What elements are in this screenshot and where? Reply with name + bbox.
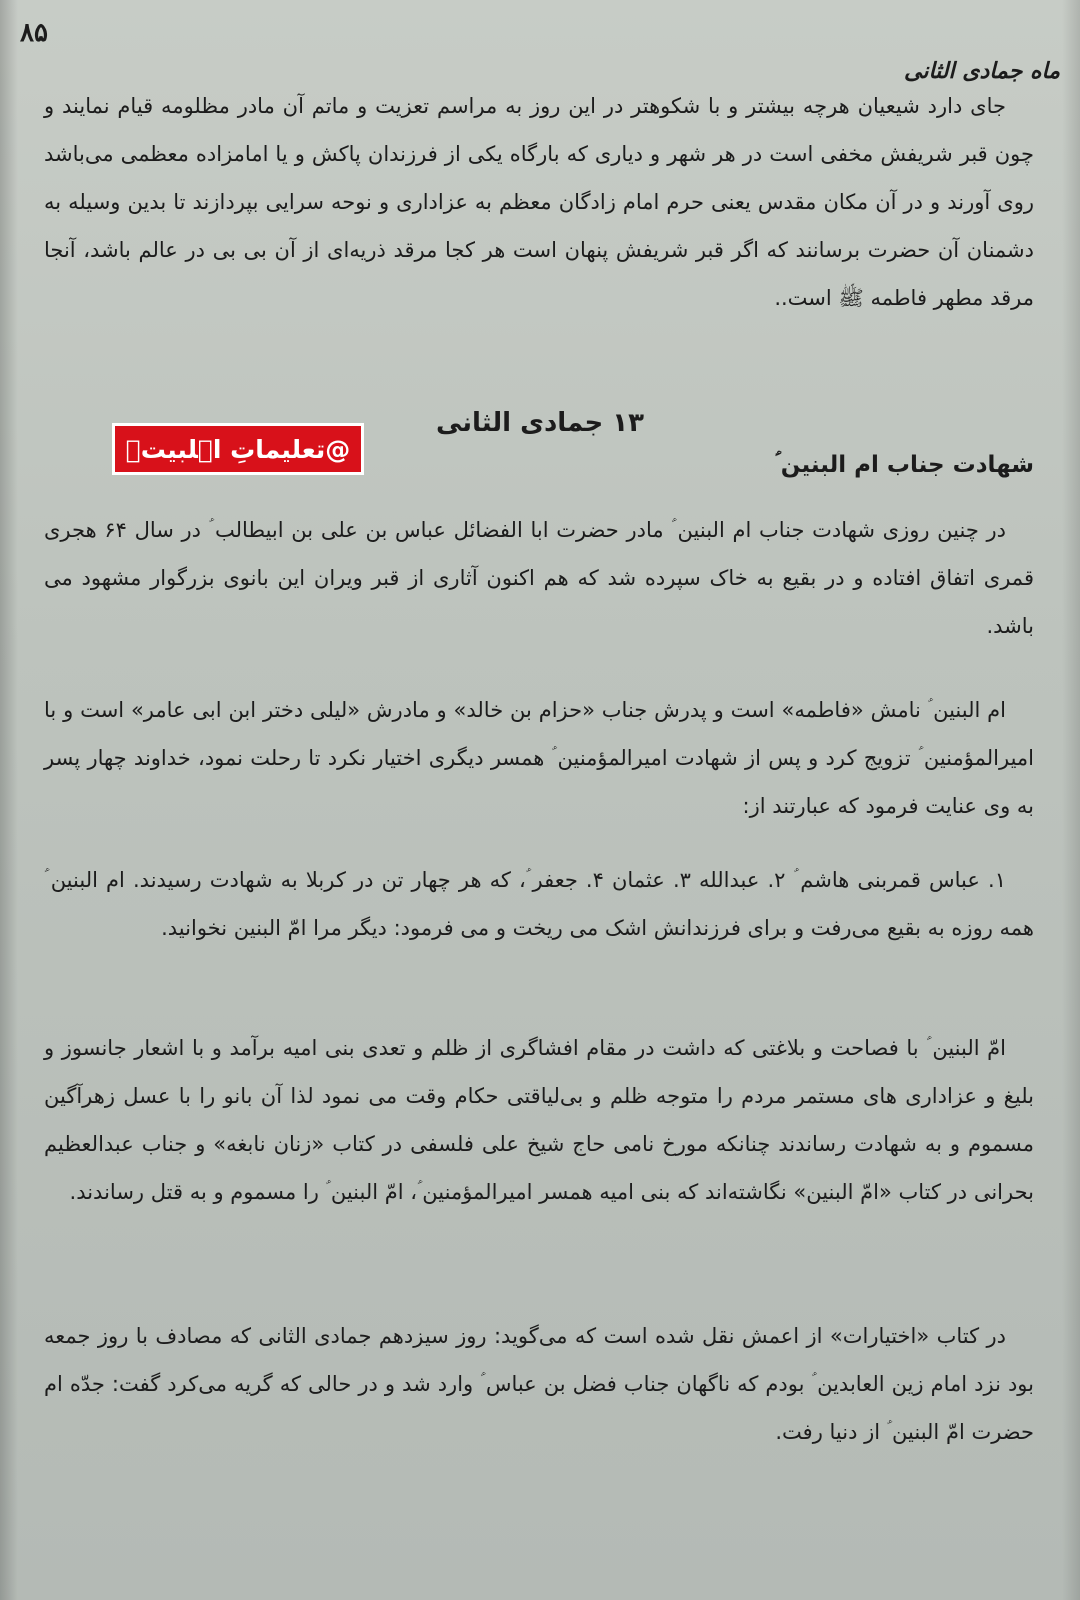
page-edge-shadow-right [1062, 0, 1080, 1600]
intro-paragraph [44, 82, 1034, 322]
page-number: ۸۵ [20, 18, 48, 48]
paragraph-text: ۱. عباس قمربنی هاشم ؑ ۲. عبدالله ۳. عثمان ۴. جعفر ؑ، که هر چهار تن در کربلا به شهادت رسیدند. ام البنین ؑ همه روزه به بقیع می‌رفت و برای فرزندانش اشک می ریخت و می فرمود: دیگر مرا امّ البنین نخوانید. [44, 868, 1034, 940]
running-title: ماه جمادی الثانی [904, 58, 1060, 84]
paragraph-1 [44, 506, 1034, 650]
paragraph-text: در کتاب «اختیارات» از اعمش نقل شده است که می‌گوید: روز سیزدهم جمادی الثانی که مصادف با روز جمعه بود نزد امام زین العابدین ؑ بودم که ناگهان جناب فضل بن عباس ؑ وارد شد و در حالی که گریه می‌کرد گفت: جدّه ام حضرت امّ البنین ؑ از دنیا رفت. [44, 1324, 1034, 1444]
paragraph-3 [44, 856, 1034, 952]
section-subheading: شهادت جناب ام البنین ؑ [775, 452, 1034, 478]
section-title: ۱۳ جمادی الثانی [435, 408, 645, 438]
page-edge-shadow-left [0, 0, 18, 1600]
paragraph-text: در چنین روزی شهادت جناب ام البنین ؑ مادر حضرت ابا الفضائل عباس بن علی بن ابیطالب ؑ در سال ۶۴ هجری قمری اتفاق افتاده و در بقیع به خاک سپرده شد که هم اکنون آثاری از قبر ویران این بانوی بزرگوار مشهود می باشد. [44, 518, 1034, 638]
page-header [20, 18, 1060, 88]
paragraph-2 [44, 686, 1034, 830]
paragraph-text: امّ البنین ؑ با فصاحت و بلاغتی که داشت در مقام افشاگری از ظلم و تعدی بنی امیه برآمد و با اشعار جانسوز و بلیغ و عزاداری های مستمر مردم را متوجه ظلم و بی‌لیاقتی حکام وقت می نمود لذا آن بانو را با عسل زهرآگین مسموم و به شهادت رساندند چنانکه مورخ نامی حاج شیخ علی فلسفی در کتاب «زنان نابغه» و جناب عبدالعظیم بحرانی در کتاب «امّ البنین» نگاشته‌اند که بنی امیه همسر امیرالمؤمنین ؑ، امّ البنین ؑ را مسموم و به قتل رساندند. [44, 1036, 1034, 1204]
watermark-badge: @تعلیماتِ اہلبیتؑ [112, 423, 364, 475]
paragraph-text: ام البنین ؑ نامش «فاطمه» است و پدرش جناب «حزام بن خالد» و مادرش «لیلی دختر ابن ابی عامر» است و با امیرالمؤمنین ؑ تزویج کرد و پس از شهادت امیرالمؤمنین ؑ همسر دیگری اختیار نکرد تا رحلت نمود، خداوند چهار پسر به وی عنایت فرمود که عبارتند از: [44, 698, 1034, 818]
paragraph-5 [44, 1312, 1034, 1456]
paragraph-text: جای دارد شیعیان هرچه بیشتر و با شکوهتر در این روز به مراسم تعزیت و ماتم آن مادر مظلومه قیام نمایند و چون قبر شریفش مخفی است در هر شهر و دیاری که بارگاه یکی از فرزندان پاکش و یا امامزاده معظمی می‌باشد روی آورند و در آن مکان مقدس یعنی حرم امام زادگان معظم به عزاداری و نوحه سرایی بپردازند تا بدین وسیله به دشمنان آن حضرت برسانند که اگر قبر شریفش پنهان است هر کجا مرقد ذریه‌ای از آن بی بی در عالم باشد، آنجا مرقد مطهر فاطمه ﷺ است.. [44, 94, 1034, 310]
paragraph-4 [44, 1024, 1034, 1216]
